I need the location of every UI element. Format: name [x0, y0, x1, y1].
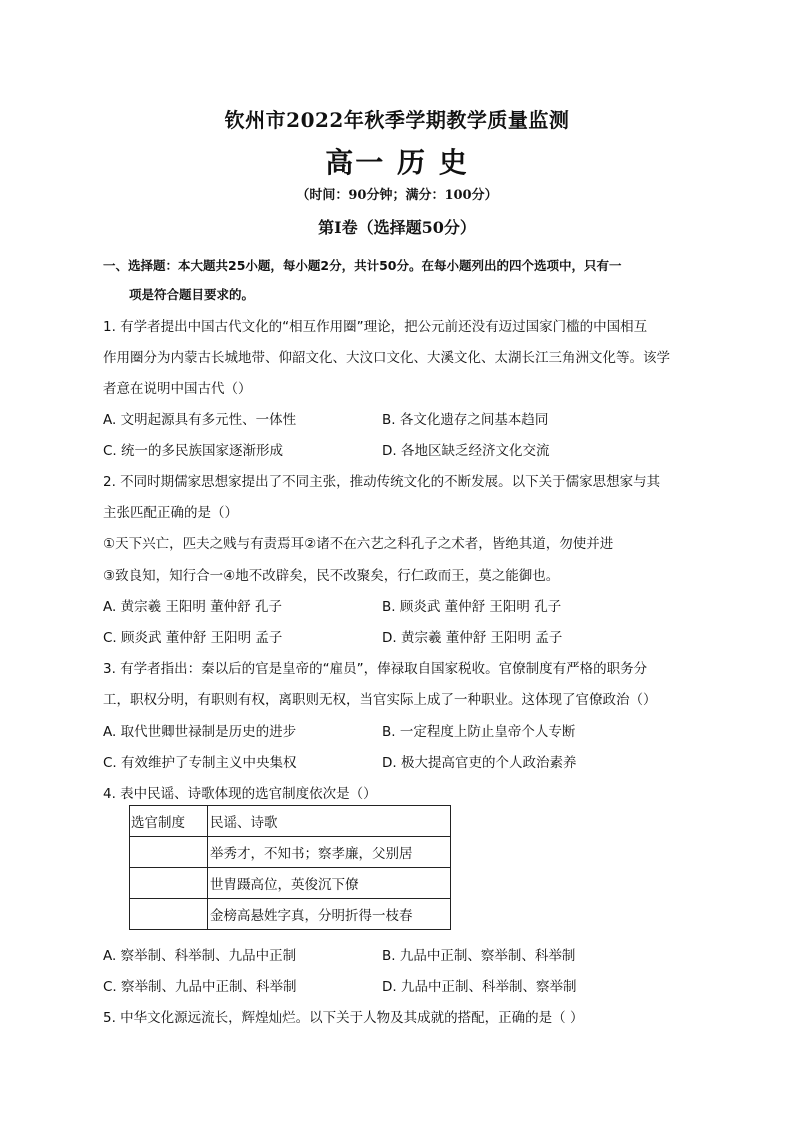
q1-stem-line-3: 者意在说明中国古代（）	[103, 381, 252, 397]
q1-option-a: A. 文明起源具有多元性、一体性	[103, 412, 297, 428]
table-header-cell: 选官制度	[130, 806, 208, 837]
table-cell: 世胄蹑高位，英俊沉下僚	[208, 868, 451, 899]
table-cell	[130, 868, 208, 899]
q2-stem-line-2: 主张匹配正确的是（）	[103, 505, 238, 521]
q4-option-b: B. 九品中正制、察举制、科举制	[382, 948, 576, 964]
q1-stem-line-1: 1. 有学者提出中国古代文化的“相互作用圈”理论，把公元前还没有迈过国家门槛的中国相互	[103, 319, 648, 335]
q4-option-c: C. 察举制、九品中正制、科举制	[103, 979, 297, 995]
exam-title: 钦州市2022年秋季学期教学质量监测	[224, 108, 570, 132]
instructions-line-2: 项是符合题目要求的。	[129, 287, 255, 302]
q3-option-d: D. 极大提高官吏的个人政治素养	[382, 755, 577, 771]
q3-stem-line-2: 工，职权分明，有职则有权，离职则无权，当官实际上成了一种职业。这体现了官僚政治（）	[103, 692, 657, 708]
exam-info: （时间：90分钟；满分：100分）	[296, 188, 498, 203]
q3-option-c: C. 有效维护了专制主义中央集权	[103, 755, 297, 771]
q1-option-b: B. 各文化遗存之间基本趋同	[382, 412, 549, 428]
subject-title: 高一 历 史	[325, 146, 469, 179]
table-header-cell: 民谣、诗歌	[208, 806, 451, 837]
table-row	[130, 899, 451, 930]
q2-option-a: A. 黄宗羲 王阳明 董仲舒 孔子	[103, 599, 282, 615]
table-header-row	[130, 806, 451, 837]
table-cell	[130, 837, 208, 868]
q2-stem-line-3: ①天下兴亡，匹夫之贱与有责焉耳②诸不在六艺之科孔子之术者，皆绝其道，勿使并进	[103, 536, 614, 552]
q2-option-d: D. 黄宗羲 董仲舒 王阳明 孟子	[382, 630, 563, 646]
q2-option-b: B. 顾炎武 董仲舒 王阳明 孔子	[382, 599, 562, 615]
q2-option-c: C. 顾炎武 董仲舒 王阳明 孟子	[103, 630, 283, 646]
q4-option-a: A. 察举制、科举制、九品中正制	[103, 948, 297, 964]
table-cell: 金榜高悬姓字真，分明折得一枝春	[208, 899, 451, 930]
table-cell	[130, 899, 208, 930]
q3-option-b: B. 一定程度上防止皇帝个人专断	[382, 724, 576, 740]
section-title: 第Ⅰ卷（选择题50分）	[318, 218, 476, 237]
table-row	[130, 837, 451, 868]
table-cell: 举秀才，不知书；察孝廉，父别居	[208, 837, 451, 868]
q3-option-a: A. 取代世卿世禄制是历史的进步	[103, 724, 297, 740]
q5-stem-line-1: 5. 中华文化源远流长，辉煌灿烂。以下关于人物及其成就的搭配，正确的是（ ）	[103, 1010, 584, 1026]
q4-stem-line-1: 4. 表中民谣、诗歌体现的选官制度依次是（）	[103, 786, 377, 802]
q1-stem-line-2: 作用圈分为内蒙古长城地带、仰韶文化、大汶口文化、大溪文化、太湖长江三角洲文化等。该学	[103, 350, 670, 366]
q1-option-d: D. 各地区缺乏经济文化交流	[382, 443, 550, 459]
instructions-line-1: 一、选择题：本大题共25小题，每小题2分，共计50分。在每小题列出的四个选项中，只有一	[103, 258, 622, 273]
q4-option-d: D. 九品中正制、科举制、察举制	[382, 979, 577, 995]
q3-stem-line-1: 3. 有学者指出：秦以后的官是皇帝的“雇员”，俸禄取自国家税收。官僚制度有严格的职务分	[103, 661, 648, 677]
q2-stem-line-4: ③致良知，知行合一④地不改辟矣，民不改聚矣，行仁政而王，莫之能御也。	[103, 568, 560, 584]
table-row	[130, 868, 451, 899]
q2-stem-line-1: 2. 不同时期儒家思想家提出了不同主张，推动传统文化的不断发展。以下关于儒家思想家与其	[103, 474, 661, 490]
q4-table	[129, 805, 451, 930]
q1-option-c: C. 统一的多民族国家逐渐形成	[103, 443, 284, 459]
